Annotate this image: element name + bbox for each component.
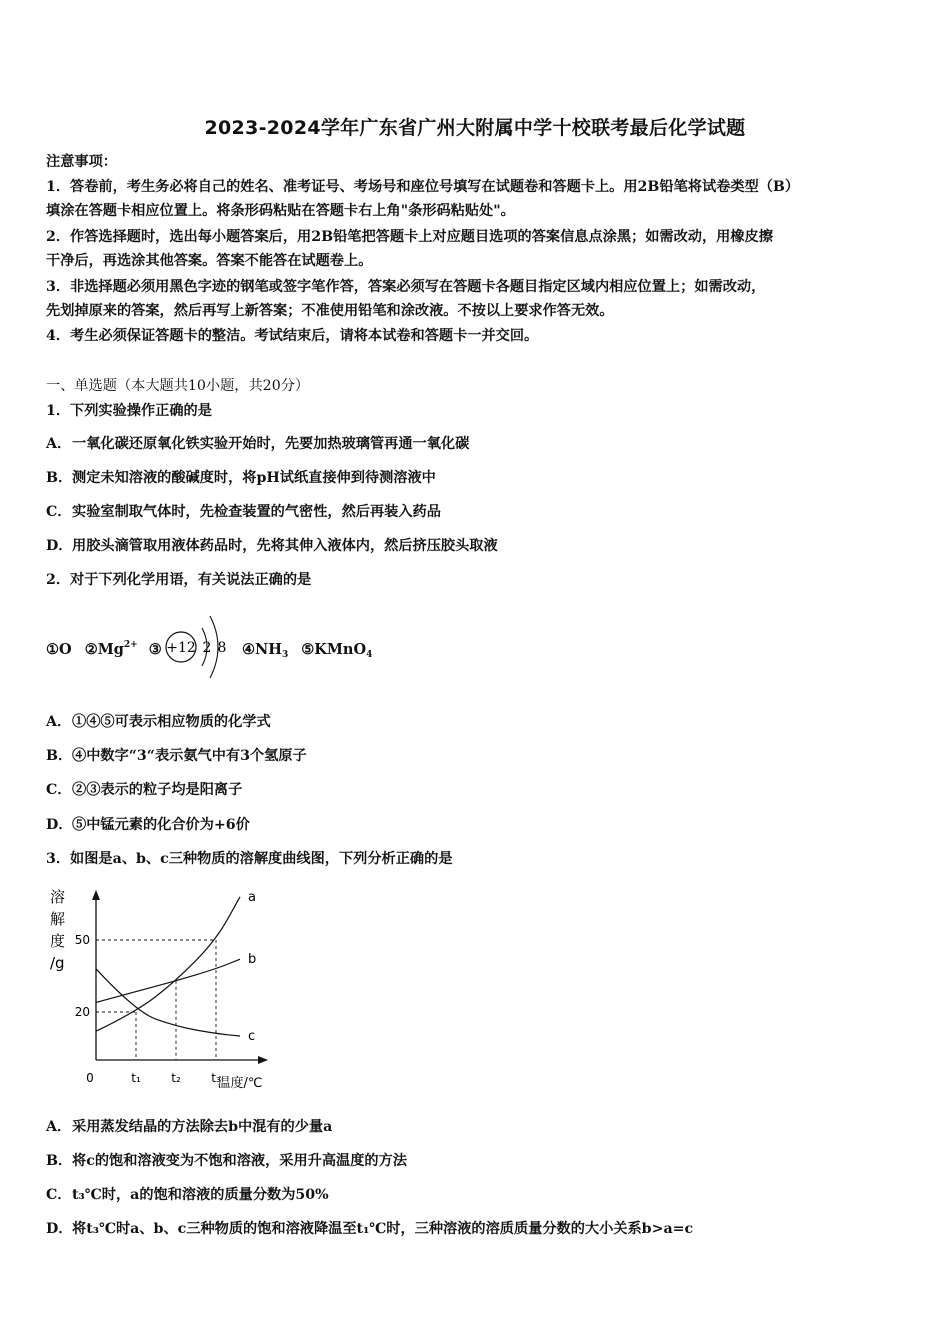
solubility-chart: [44, 882, 284, 1092]
option-text: ①④⑤可表示相应物质的化学式: [72, 714, 271, 730]
symbol-potassium-permanganate: ⑤KMnO$_4$: [301, 640, 373, 660]
option-label: B．: [46, 748, 73, 764]
q2-option-c[interactable]: [46, 780, 242, 800]
option-text: ②③表示的粒子均是阳离子: [72, 782, 243, 798]
option-label: D．: [46, 817, 73, 833]
option-label: A．: [46, 1119, 72, 1135]
question-2-stem: 2．对于下列化学用语，有关说法正确的是: [46, 572, 312, 588]
q1-option-b[interactable]: [46, 468, 436, 488]
q3-option-a[interactable]: [46, 1117, 332, 1137]
y-axis-arrow: [92, 890, 100, 900]
q1-option-d[interactable]: [46, 536, 498, 556]
option-label: A．: [46, 436, 72, 452]
y-axis-label-char: 溶: [50, 888, 66, 906]
nucleus-charge: +12: [166, 640, 196, 656]
option-text: 实验室制取气体时，先检查装置的气密性，然后再装入药品: [72, 504, 441, 520]
notice-line: 3．非选择题必须用黑色字迹的钢笔或签字笔作答，答案必须写在答题卡各题目指定区域内相应位置上；如需改动，: [46, 279, 766, 295]
notice-line: 先划掉原来的答案，然后再写上新答案；不准使用铅笔和涂改液。不按以上要求作答无效。: [46, 303, 614, 319]
chemical-symbols-row-2: [242, 640, 372, 660]
option-label: B．: [46, 1153, 73, 1169]
page-title: 2023-2024学年广东省广州大附属中学十校联考最后化学试题: [204, 117, 746, 139]
q2-option-a[interactable]: [46, 712, 271, 732]
option-label: C．: [46, 1187, 72, 1203]
option-label: D．: [46, 538, 73, 554]
notice-heading: 注意事项：: [46, 154, 117, 170]
option-label: C．: [46, 504, 72, 520]
q1-option-c[interactable]: [46, 502, 441, 522]
y-tick-label: 20: [74, 1005, 90, 1019]
y-axis-label-char: /g: [50, 954, 65, 972]
option-text: t₃℃时，a的饱和溶液的质量分数为50%: [72, 1187, 329, 1203]
notice-line: 干净后，再选涂其他答案。答案不能答在试题卷上。: [46, 253, 373, 269]
symbol-ammonia: $④NH_3$: [242, 640, 289, 660]
symbol-magnesium-ion: $②Mg^{2+}$: [84, 640, 138, 658]
option-text: 将t₃℃时a、b、c三种物质的饱和溶液降温至t₁℃时，三种溶液的溶质质量分数的大小关系b>a=c: [72, 1221, 694, 1237]
option-text: ⑤中锰元素的化合价为+6价: [72, 817, 250, 833]
q3-option-c[interactable]: [46, 1185, 329, 1205]
notice-line: 填涂在答题卡相应位置上。将条形码粘贴在答题卡右上角"条形码粘贴处"。: [46, 203, 515, 219]
question-3-stem: 3．如图是a、b、c三种物质的溶解度曲线图，下列分析正确的是: [46, 851, 453, 867]
q3-option-d[interactable]: [46, 1219, 693, 1239]
x-tick-label: t₂: [171, 1071, 181, 1085]
q3-option-b[interactable]: [46, 1151, 407, 1171]
option-text: ④中数字“3“表示氨气中有3个氢原子: [72, 748, 307, 764]
notice-line: 2．作答选择题时，选出每小题答案后，用2B铅笔把答题卡上对应题目选项的答案信息点涂黑；如需改动，用橡皮擦: [46, 229, 773, 245]
x-axis-arrow: [258, 1056, 268, 1064]
q1-option-a[interactable]: [46, 434, 469, 454]
option-text: 一氧化碳还原氧化铁实验开始时，先要加热玻璃管再通一氧化碳: [72, 436, 470, 452]
series-line-c: [96, 969, 240, 1036]
atom-structure-diagram: [160, 604, 240, 690]
series-label-b: b: [248, 952, 257, 968]
series-line-a: [96, 897, 240, 1031]
option-label: C．: [46, 782, 72, 798]
y-axis-label-char: 度: [50, 932, 66, 950]
option-label: B．: [46, 470, 73, 486]
y-axis-label-char: 解: [50, 910, 66, 928]
q2-option-d[interactable]: [46, 815, 250, 835]
option-text: 用胶头滴管取用液体药品时，先将其伸入液体内，然后挤压胶头取液: [72, 538, 498, 554]
option-text: 采用蒸发结晶的方法除去b中混有的少量a: [72, 1119, 333, 1135]
question-1-stem: 1．下列实验操作正确的是: [46, 403, 212, 419]
option-text: 测定未知溶液的酸碱度时，将pH试纸直接伸到待测溶液中: [72, 470, 436, 486]
section-heading: 一、单选题（本大题共10小题，共20分）: [46, 378, 310, 394]
q2-option-b[interactable]: [46, 746, 307, 766]
x-tick-label: t₃: [211, 1071, 221, 1085]
series-label-a: a: [248, 889, 256, 905]
x-tick-label: t₁: [131, 1071, 141, 1085]
option-label: D．: [46, 1221, 73, 1237]
series-label-c: c: [248, 1029, 256, 1044]
shell-1-electrons: 2: [202, 640, 212, 656]
series-line-b: [96, 959, 240, 1002]
shell-2-electrons: 8: [217, 640, 227, 656]
notice-line: 4．考生必须保证答题卡的整洁。考试结束后，请将本试卷和答题卡一并交回。: [46, 328, 539, 344]
symbol-three-label: ③: [148, 640, 162, 658]
origin-label: 0: [86, 1071, 94, 1085]
option-label: A．: [46, 714, 72, 730]
chemical-symbols-row: [46, 640, 162, 658]
symbol-oxygen: ①O: [46, 640, 72, 658]
option-text: 将c的饱和溶液变为不饱和溶液，采用升高温度的方法: [72, 1153, 407, 1169]
y-tick-label: 50: [74, 933, 90, 947]
x-axis-label: 温度/℃: [217, 1076, 263, 1091]
notice-line: 1．答卷前，考生务必将自己的姓名、准考证号、考场号和座位号填写在试题卷和答题卡上。用2B铅笔将试卷类型（B）: [46, 179, 800, 195]
